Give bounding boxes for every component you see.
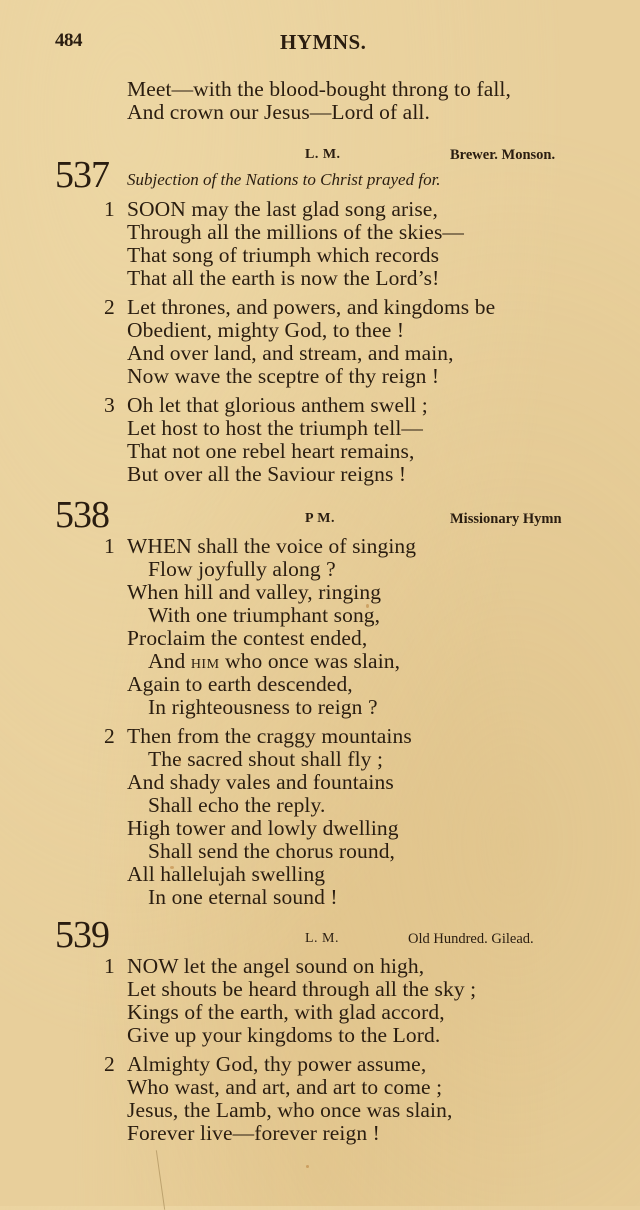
verse-line: Flow joyfully along ?: [148, 557, 336, 581]
running-head: [55, 30, 615, 60]
small-caps-text: him: [190, 651, 220, 673]
verse-line: NOW let the angel sound on high,: [127, 954, 425, 978]
hymn-tunes: Missionary Hymn: [450, 511, 562, 527]
verse-line: The sacred shout shall fly ;: [148, 747, 384, 771]
verse-line: Jesus, the Lamb, who once was slain,: [127, 1098, 453, 1122]
hymn-tunes: Brewer. Monson.: [450, 147, 556, 163]
verse-line: Shall echo the reply.: [148, 793, 326, 817]
paper-stain: [178, 760, 181, 764]
verse-line: Give up your kingdoms to the Lord.: [127, 1023, 441, 1047]
verse-text: who once was slain,: [225, 649, 401, 673]
hymn-number: 538: [55, 494, 109, 536]
hymn-meter: L. M.: [305, 931, 339, 946]
verse-line: In righteousness to reign ?: [148, 695, 378, 719]
hymn-meter: P M.: [305, 511, 335, 526]
verse-number: 1: [104, 954, 115, 978]
paper-stain: [366, 604, 369, 608]
hymn-number: 539: [55, 914, 109, 956]
verse-line: High tower and lowly dwelling: [127, 816, 399, 840]
verse-line: WHEN shall the voice of singing: [127, 534, 417, 558]
verse-line: [148, 650, 400, 674]
verse-line: Now wave the sceptre of thy reign !: [127, 364, 440, 388]
verse-line: Then from the craggy mountains: [127, 724, 412, 748]
hymn-tunes: Old Hundred. Gilead.: [408, 931, 534, 947]
verse-number: 2: [104, 724, 115, 748]
verse-line: With one triumphant song,: [148, 603, 381, 627]
verse-number: 2: [104, 1052, 115, 1076]
verse-line: When hill and valley, ringing: [127, 580, 382, 604]
verse-line: Let shouts be heard through all the sky ;: [127, 977, 477, 1001]
verse-number: 3: [104, 393, 115, 417]
hymn-number: 537: [55, 154, 109, 196]
verse-line: That all the earth is now the Lord’s!: [127, 266, 440, 290]
verse-line: Kings of the earth, with glad accord,: [127, 1000, 445, 1024]
paper-stain: [170, 866, 174, 869]
verse-line: Almighty God, thy power assume,: [127, 1052, 427, 1076]
verse-line: But over all the Saviour reigns !: [127, 462, 407, 486]
hymn-meter: L. M.: [305, 147, 341, 162]
verse-number: 2: [104, 295, 115, 319]
verse-line: Obedient, mighty God, to thee !: [127, 318, 405, 342]
verse-line: Oh let that glorious anthem swell ;: [127, 393, 428, 417]
verse-line: That not one rebel heart remains,: [127, 439, 415, 463]
paper-crease: [156, 1150, 165, 1210]
verse-text: And: [148, 649, 186, 673]
verse-line: Who wast, and art, and art to come ;: [127, 1075, 443, 1099]
verse-line: That song of triumph which records: [127, 243, 440, 267]
paper-stain: [306, 1165, 309, 1168]
verse-line: And crown our Jesus—Lord of all.: [127, 100, 430, 124]
verse-line: Through all the millions of the skies—: [127, 220, 465, 244]
verse-line: Let thrones, and powers, and kingdoms be: [127, 295, 496, 319]
verse-line: In one eternal sound !: [148, 885, 338, 909]
verse-line: And over land, and stream, and main,: [127, 341, 454, 365]
verse-line: And shady vales and fountains: [127, 770, 394, 794]
page-number: 484: [55, 30, 82, 51]
verse-line: Let host to host the triumph tell—: [127, 416, 424, 440]
verse-line: Again to earth descended,: [127, 672, 353, 696]
hymn-subject: Subjection of the Nations to Christ prayed for.: [127, 170, 441, 189]
verse-line: Forever live—forever reign !: [127, 1121, 380, 1145]
verse-line: Shall send the chorus round,: [148, 839, 396, 863]
verse-number: 1: [104, 534, 115, 558]
running-title: HYMNS.: [280, 30, 367, 54]
verse-line: All hallelujah swelling: [127, 862, 326, 886]
verse-line: Meet—with the blood-bought throng to fall,: [127, 77, 511, 101]
verse-number: 1: [104, 197, 115, 221]
verse-line: SOON may the last glad song arise,: [127, 197, 438, 221]
verse-line: Proclaim the contest ended,: [127, 626, 368, 650]
